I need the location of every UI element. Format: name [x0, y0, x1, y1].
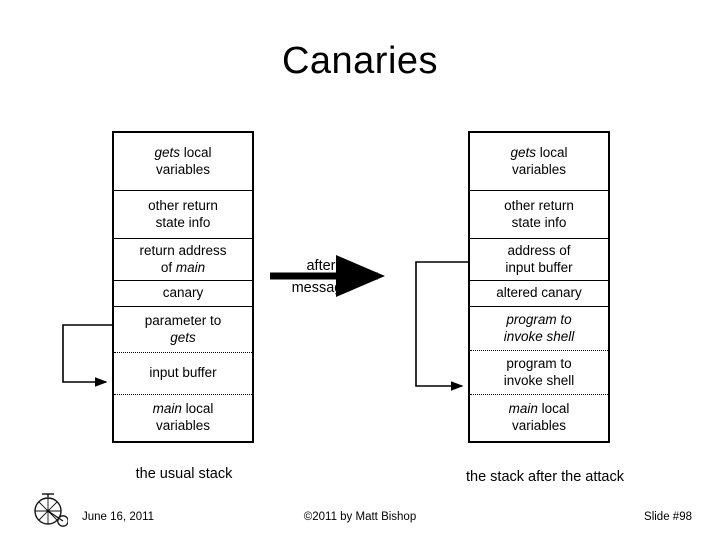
usual-stack-caption: the usual stack — [135, 466, 233, 482]
transition-label-line1: after — [306, 258, 336, 274]
left-buffer-pointer-arrow — [63, 325, 112, 382]
attacked-cell-program2-l1: program to — [506, 355, 572, 371]
attacked-cell-program2-l2: invoke shell — [503, 372, 575, 388]
attacked-cell-program-invoke-shell-1 — [470, 307, 608, 351]
page-title: Canaries — [281, 40, 439, 82]
attacked-cell-program1-l1: program to — [506, 311, 572, 327]
stack-cell-input-buffer — [114, 353, 252, 395]
attacked-cell-altered-canary-label: altered canary — [496, 285, 582, 301]
stack-cell-main-locals-text: local — [181, 401, 214, 417]
stack-cell-other-return-state-l2: state info — [155, 214, 211, 230]
attacked-cell-main-locals — [470, 395, 608, 441]
attacked-cell-other-l2: state info — [511, 214, 567, 230]
attacked-cell-other-l1: other return — [504, 197, 574, 213]
attacked-cell-program-invoke-shell-2 — [470, 351, 608, 395]
attacked-cell-main-text2: variables — [511, 418, 567, 433]
attacked-cell-other-return-state — [470, 191, 608, 239]
transition-label-line2: message — [291, 280, 351, 297]
attacked-cell-gets-text: local — [536, 144, 568, 160]
right-buffer-pointer-arrow — [416, 262, 468, 386]
footer-copyright: ©2011 by Matt Bishop — [303, 511, 417, 523]
stack-cell-return-address-main: main — [175, 259, 206, 275]
footer-slide-number: Slide #98 — [644, 511, 692, 523]
stack-cell-gets-locals — [114, 133, 252, 191]
stack-cell-parameter-gets: gets — [170, 329, 196, 345]
footer-date: June 16, 2011 — [82, 511, 155, 523]
attacked-cell-main-keyword: main — [508, 401, 538, 417]
attacked-cell-altered-canary — [470, 281, 608, 307]
stack-cell-canary — [114, 281, 252, 307]
stack-cell-gets-locals-text: local — [180, 144, 212, 160]
stack-cell-parameter-l1: parameter to — [144, 312, 222, 328]
attacked-cell-address-l2: input buffer — [505, 259, 573, 275]
transition-label — [274, 255, 368, 300]
attacked-cell-address-l1: address of — [507, 242, 571, 258]
stack-cell-main-locals — [114, 395, 252, 441]
attacked-cell-address-of-input-buffer — [470, 239, 608, 281]
attacked-cell-gets-text2: variables — [511, 161, 566, 177]
stack-cell-return-address-l2: of — [160, 259, 176, 275]
stack-cell-main-locals-text2: variables — [155, 418, 211, 433]
attacked-cell-gets-locals — [470, 133, 608, 191]
stack-cell-canary-label: canary — [162, 285, 204, 301]
attacked-cell-program1-l2: invoke shell — [503, 328, 575, 344]
stack-cell-other-return-state-l1: other return — [148, 197, 218, 213]
stack-cell-other-return-state — [114, 191, 252, 239]
attacked-stack-caption: the stack after the attack — [466, 469, 624, 485]
attacked-stack-diagram — [468, 131, 610, 443]
usual-stack-diagram — [112, 131, 254, 443]
attacked-cell-gets-keyword: gets — [510, 144, 536, 160]
stack-cell-main-locals-keyword: main — [152, 401, 182, 417]
stack-cell-return-address-l1: return address — [139, 242, 227, 258]
stack-cell-return-address — [114, 239, 252, 281]
stack-cell-gets-locals-text2: variables — [155, 161, 210, 177]
stack-cell-input-buffer-label: input buffer — [149, 365, 217, 381]
attacked-cell-main-text: local — [537, 401, 570, 417]
stack-cell-parameter-to-gets — [114, 307, 252, 353]
stack-cell-gets-locals-keyword: gets — [154, 144, 180, 160]
